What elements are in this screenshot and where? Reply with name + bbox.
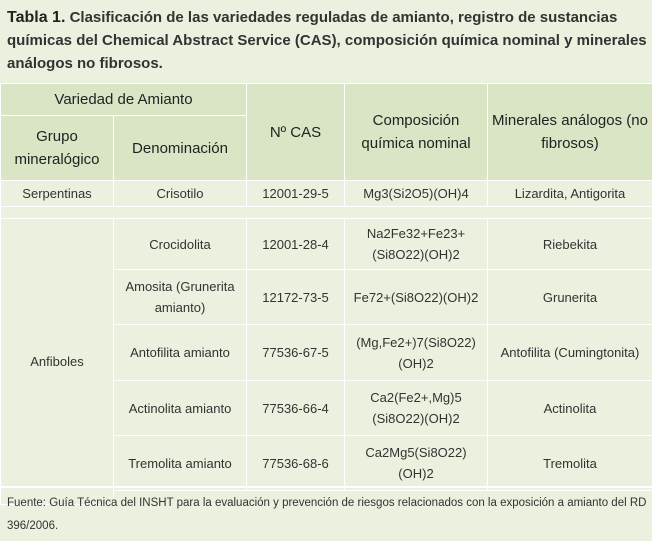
caption-label: Tabla 1. <box>7 9 66 26</box>
cell-cas: 12001-28-4 <box>247 219 345 270</box>
cell-denominacion: Tremolita amianto <box>114 436 247 491</box>
cell-minerales: Grunerita <box>488 270 652 325</box>
footer-divider <box>0 486 652 488</box>
source-note: Fuente: Guía Técnica del INSHT para la evaluación y prevención de riesgos relacionados con la exposición a amianto del RD 396/2006. <box>7 497 647 532</box>
header-cas: Nº CAS <box>247 84 345 181</box>
header-variedad: Variedad de Amianto <box>1 84 247 116</box>
cell-cas: 12001-29-5 <box>247 181 345 207</box>
cell-cas: 12172-73-5 <box>247 270 345 325</box>
table-row <box>1 181 652 207</box>
cell-composicion: (Mg,Fe2+)7(Si8O22) (OH)2 <box>345 325 488 381</box>
cell-cas: 77536-67-5 <box>247 325 345 381</box>
cell-composicion: Ca2(Fe2+,Mg)5 (Si8O22)(OH)2 <box>345 381 488 436</box>
header-composicion: Composición química nominal <box>345 84 488 181</box>
cell-denominacion: Crocidolita <box>114 219 247 270</box>
table-row <box>1 219 652 270</box>
header-denominacion: Denominación <box>114 116 247 181</box>
cell-minerales: Riebekita <box>488 219 652 270</box>
cell-composicion: Fe72+(Si8O22)(OH)2 <box>345 270 488 325</box>
row-separator <box>1 207 652 219</box>
cell-minerales: Lizardita, Antigorita <box>488 181 652 207</box>
cell-minerales: Actinolita <box>488 381 652 436</box>
asbestos-table <box>0 83 652 505</box>
cell-denominacion: Actinolita amianto <box>114 381 247 436</box>
cell-composicion: Mg3(Si2O5)(OH)4 <box>345 181 488 207</box>
header-minerales: Minerales análogos (no fibrosos) <box>488 84 652 181</box>
cell-cas: 77536-68-6 <box>247 436 345 491</box>
cell-grupo: Anfiboles <box>1 219 114 505</box>
header-grupo: Grupo mineralógico <box>1 116 114 181</box>
table-caption <box>7 6 647 75</box>
cell-composicion: Ca2Mg5(Si8O22) (OH)2 <box>345 436 488 491</box>
caption-text: Clasificación de las variedades reguladas de amianto, registro de sustancias químicas del Chemical Abstract Service (CAS), composición química nominal y minerales análogos no fibrosos. <box>7 9 647 72</box>
cell-composicion: Na2Fe32+Fe23+ (Si8O22)(OH)2 <box>345 219 488 270</box>
cell-minerales: Antofilita (Cumingtonita) <box>488 325 652 381</box>
cell-cas: 77536-66-4 <box>247 381 345 436</box>
cell-denominacion: Crisotilo <box>114 181 247 207</box>
cell-denominacion: Antofilita amianto <box>114 325 247 381</box>
cell-grupo: Serpentinas <box>1 181 114 207</box>
cell-denominacion: Amosita (Grunerita amianto) <box>114 270 247 325</box>
cell-minerales: Tremolita <box>488 436 652 491</box>
